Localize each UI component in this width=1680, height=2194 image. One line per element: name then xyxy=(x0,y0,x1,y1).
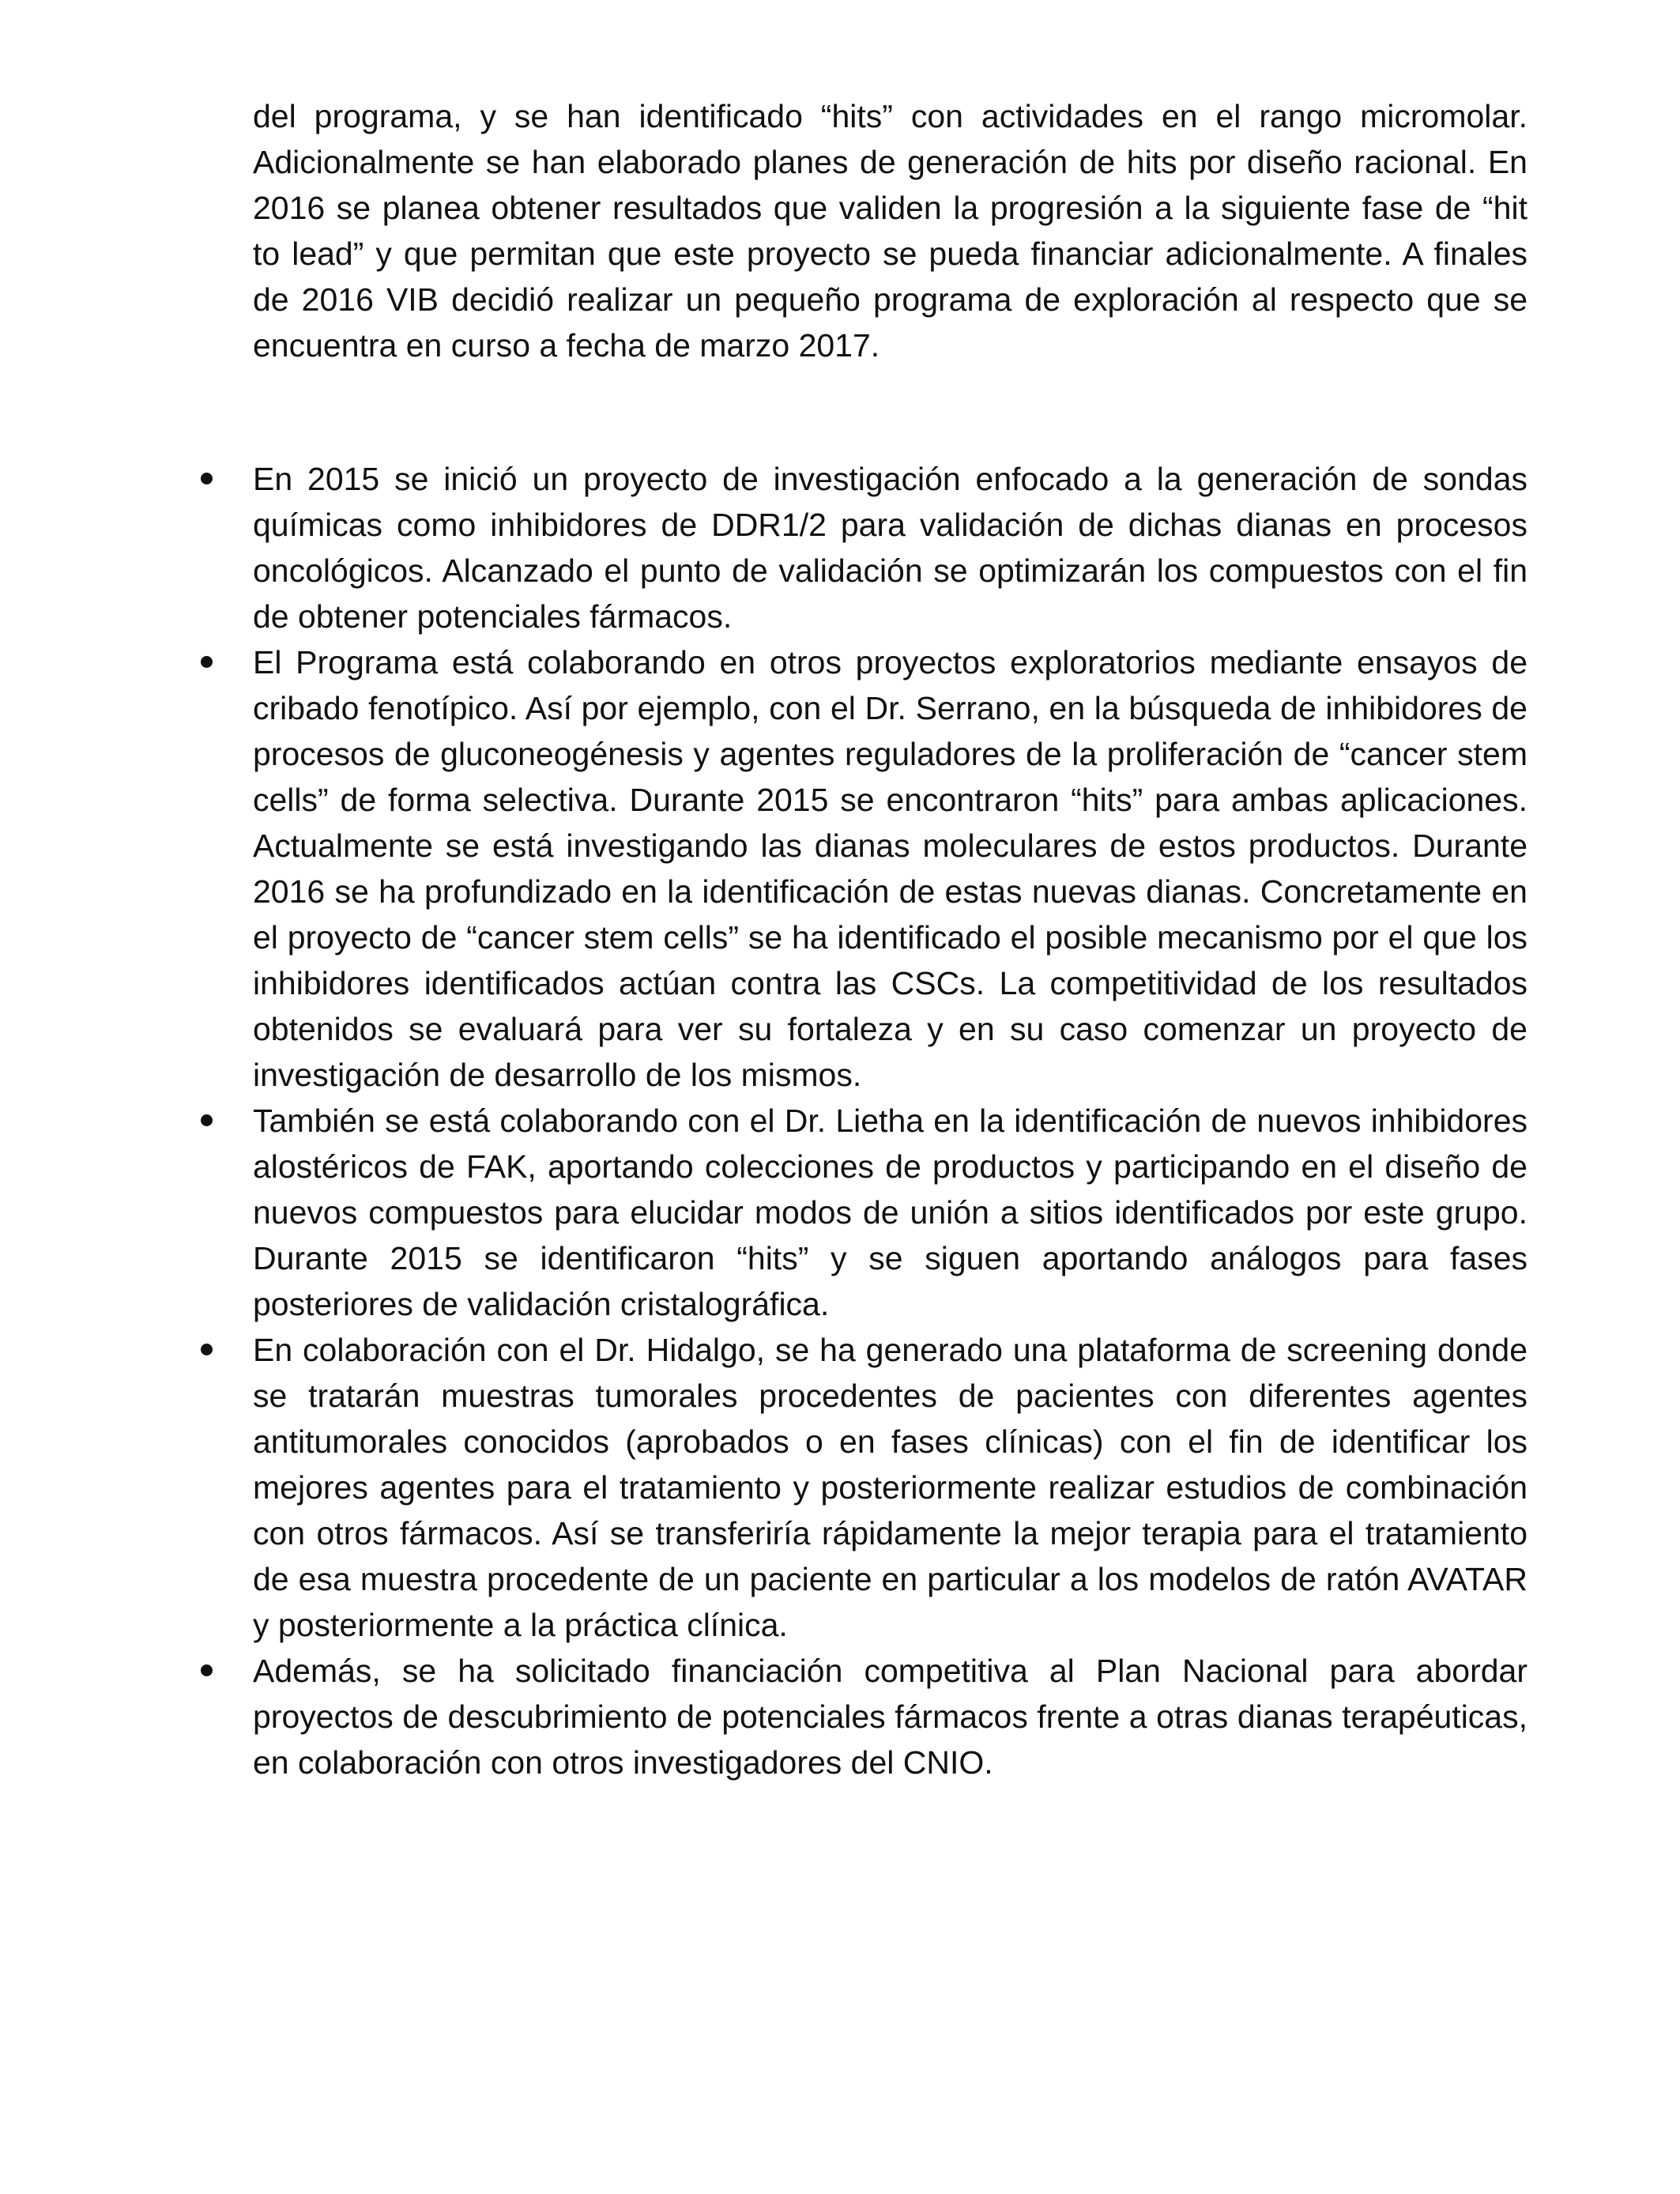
bullet-icon xyxy=(201,1114,213,1126)
list-item xyxy=(253,639,1527,1098)
list-item-text: También se está colaborando con el Dr. Lietha en la identificación de nuevos inhibidores alostéricos de FAK, aportando colecciones de productos y participando en el diseño de nuevos compuestos para elucidar modos de unión a sitios identificados por este grupo. Durante 2015 se identificaron “hits” y se siguen aportando análogos para fases posteriores de validación cristalográfica. xyxy=(253,1103,1527,1322)
bullet-icon xyxy=(201,656,213,668)
bullet-list xyxy=(253,456,1527,1785)
list-item-text: En 2015 se inició un proyecto de investigación enfocado a la generación de sondas químicas como inhibidores de DDR1/2 para validación de dichas dianas en procesos oncológicos. Alcanzado el punto de validación se optimizarán los compuestos con el fin de obtener potenciales fármacos. xyxy=(253,461,1527,635)
bullet-icon xyxy=(201,473,213,484)
list-item xyxy=(253,1098,1527,1327)
list-item xyxy=(253,1327,1527,1648)
list-item xyxy=(253,456,1527,639)
list-item-text: Además, se ha solicitado financiación competitiva al Plan Nacional para abordar proyectos de descubrimiento de potenciales fármacos frente a otras dianas terapéuticas, en colaboración con otros investigadores del CNIO. xyxy=(253,1653,1527,1781)
list-item xyxy=(253,1648,1527,1785)
list-item-text: En colaboración con el Dr. Hidalgo, se ha generado una plataforma de screening donde se tratarán muestras tumorales procedentes de pacientes con diferentes agentes antitumorales conocidos (aprobados o en fases clínicas) con el fin de identificar los mejores agentes para el tratamiento y posteriormente realizar estudios de combinación con otros fármacos. Así se transferiría rápidamente la mejor terapia para el tratamiento de esa muestra procedente de un paciente en particular a los modelos de ratón AVATAR y posteriormente a la práctica clínica. xyxy=(253,1332,1527,1643)
intro-paragraph: del programa, y se han identificado “hits” con actividades en el rango micromolar. Adicionalmente se han elaborado planes de generación de hits por diseño racional. En 2016 se planea obtener resultados que validen la progresión a la siguiente fase de “hit to lead” y que permitan que este proyecto se pueda financiar adicionalmente. A finales de 2016 VIB decidió realizar un pequeño programa de exploración al respecto que se encuentra en curso a fecha de marzo 2017. xyxy=(253,98,1527,364)
bullet-icon xyxy=(201,1664,213,1676)
bullet-icon xyxy=(201,1344,213,1355)
list-item-text: El Programa está colaborando en otros proyectos exploratorios mediante ensayos de cribado fenotípico. Así por ejemplo, con el Dr. Serrano, en la búsqueda de inhibidores de procesos de gluconeogénesis y agentes reguladores de la proliferación de “cancer stem cells” de forma selectiva. Durante 2015 se encontraron “hits” para ambas aplicaciones. Actualmente se está investigando las dianas moleculares de estos productos. Durante 2016 se ha profundizado en la identificación de estas nuevas dianas. Concretamente en el proyecto de “cancer stem cells” se ha identificado el posible mecanismo por el que los inhibidores identificados actúan contra las CSCs. La competitividad de los resultados obtenidos se evaluará para ver su fortaleza y en su caso comenzar un proyecto de investigación de desarrollo de los mismos. xyxy=(253,644,1527,1093)
